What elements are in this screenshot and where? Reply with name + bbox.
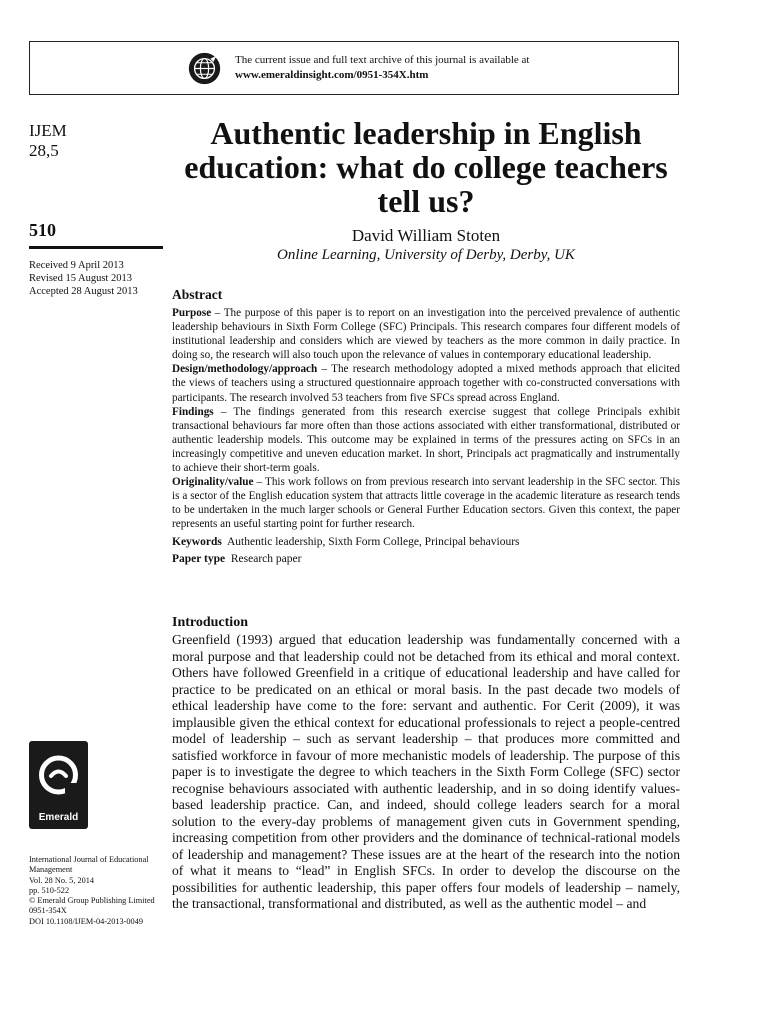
citation-volume: Vol. 28 No. 5, 2014 [29, 875, 95, 885]
globe-icon [188, 52, 221, 85]
purpose-label: Purpose [172, 307, 212, 319]
design-text: – The research methodology adopted a mixed methods approach that elicited the views of teachers using a structured questionnaire approach together with co-constructed conversations with participants. The research involved 53 teachers from five SFCs spread across England. [172, 363, 680, 404]
findings-label: Findings [172, 405, 214, 418]
page-number: 510 [29, 220, 56, 240]
citation-copyright: © Emerald Group Publishing Limited [29, 896, 155, 906]
purpose-text: – The purpose of this paper is to report on an investigation into the perceived prevalence of authentic leadership behaviours in Sixth Form College (SFC) Principals. This research compares four different models of institutional leadership and considers which are viewed by teachers as the more common in daily practice. In doing so, the research will also touch upon the relevance of values in contemporary educational leadership. [172, 307, 680, 362]
received-date: Received 9 April 2013 [29, 260, 124, 271]
citation-journal: International Journal of Educational Management [29, 855, 149, 875]
abstract-originality [172, 475, 680, 531]
abstract-purpose [172, 306, 680, 362]
author-name: David William Stoten [351, 226, 501, 245]
journal-code: IJEM [29, 121, 67, 140]
author-affiliation: Online Learning, University of Derby, Derby, UK [277, 247, 575, 263]
citation-issn: 0951-354X [29, 906, 67, 916]
abstract-heading: Abstract [172, 287, 223, 302]
journal-url-link[interactable]: www.emeraldinsight.com/0951-354X.htm [235, 69, 429, 81]
article-title: Authentic leadership in English education: what do college teachers tell us? [184, 115, 668, 219]
journal-code-block [29, 121, 67, 161]
originality-label: Originality/value [172, 476, 254, 489]
page-rule-divider [29, 246, 163, 249]
abstract-findings [172, 405, 680, 475]
banner-text: The current issue and full text archive of this journal is available at [235, 54, 530, 66]
citation-doi[interactable]: DOI 10.1108/IJEM-04-2013-0049 [29, 916, 143, 926]
paper-type-label: Paper type [172, 552, 226, 565]
abstract-design [172, 362, 680, 404]
journal-volume: 28,5 [29, 141, 59, 160]
abstract-body [172, 306, 680, 566]
emerald-wordmark: Emerald [38, 812, 79, 823]
citation-block [29, 855, 169, 927]
journal-banner [29, 41, 679, 95]
design-label: Design/methodology/approach [172, 363, 318, 376]
originality-text: – This work follows on from previous research into servant leadership in the SFC sector. This is a sector of the English education system that attracts little coverage in the academic literature as research tends to be undertaken in the much larger schools or General Further Education sectors. Given this context, the paper represents an useful starting point for further research. [172, 476, 680, 531]
emerald-logo [29, 741, 88, 829]
findings-text: – The findings generated from this research exercise suggest that college Principals exhibit transactional behaviours far more often than those actions associated with either transformational, distributed or authentic leadership models. This outcome may be explained in terms of the pressures acting on SFCs in an increasingly competitive and uneven education market. In short, Principals act pragmatically and instrumentally to achieve their short-term goals. [172, 405, 680, 475]
keywords-text: Authentic leadership, Sixth Form College, Principal behaviours [226, 535, 520, 548]
paper-type-line [172, 552, 680, 566]
keywords-label: Keywords [172, 535, 222, 548]
emerald-swirl-icon [29, 745, 88, 807]
introduction-text: Greenfield (1993) argued that education leadership was fundamentally concerned with a moral purpose and that leadership could not be detached from its ethical and moral context. Others have followed Greenfield in a critique of educational leadership and have called for practice to be predicated on an ethical or moral basis. In the past decade two models of ethical leadership have come to the fore: servant and authentic. For Cerit (2009), it was implausible given the ethical context for educational professionals to reject a people-centred model of leadership – such as servant leadership – that produces more committed and satisfied workforce in favour of more mechanistic models of leadership. The purpose of this paper is to investigate the degree to which teachers in the Sixth Form College (SFC) sector recognise behaviours associated with authentic leadership, and in so doing identify values-based leadership practice. Can, and indeed, should college leaders search for a moral solution to the every-day problems of management given cuts in Government spending, increasing competition from other providers and the dominance of technical-rational models of leadership and management? These issues are at the heart of the research into the notion of what it means to “lead” in English SFCs. In order to develop the discourse on the possibilities for authentic leadership, this paper offers four models of leadership – namely, the transactional, transformational and distributed, as well as the authentic model – and [172, 632, 680, 911]
article-dates [29, 259, 138, 298]
accepted-date: Accepted 28 August 2013 [29, 286, 138, 297]
paper-type-text: Research paper [230, 552, 302, 565]
introduction-heading: Introduction [172, 615, 248, 630]
keywords-line [172, 535, 680, 549]
revised-date: Revised 15 August 2013 [29, 273, 132, 284]
citation-pages: pp. 510-522 [29, 885, 70, 895]
